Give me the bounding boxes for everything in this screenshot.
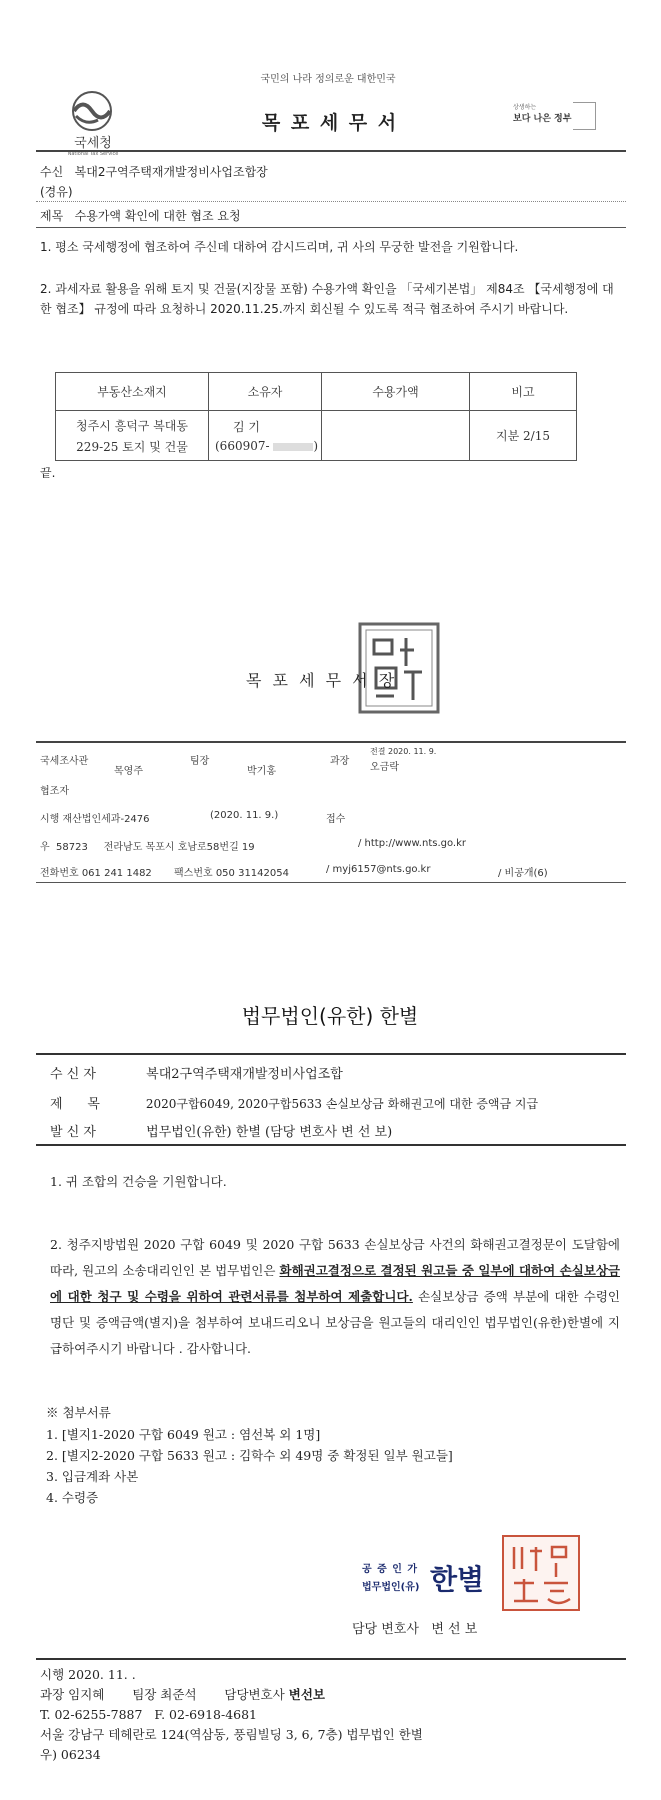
para2-rest: 손실보상금 증액 부분에 대한 수령인 명단 및 증액금액(별지)을 첨부하여 보내드리오니 보상금을 원고들의 대리인인 법무법인(유한)한별에 지급하여주시기 바랍니다 . 감사합니다. [50, 1289, 620, 1356]
agency-logo-sub: National Tax Service [67, 151, 119, 157]
location-line1: 청주시 흥덕구 복대동 [76, 418, 188, 433]
right-logo-text: 보다 나은 정부 [513, 114, 572, 124]
owner-line1: 김 기 [233, 420, 260, 434]
fax: 팩스번호 050 31142054 [174, 868, 289, 879]
list-item: 3. 입금계좌 사본 [46, 1469, 139, 1484]
logo-big: 한별 [430, 1563, 485, 1596]
table-header-note: 비고 [470, 373, 577, 411]
list-item: 2. [별지2-2020 구합 5633 원고 : 김학수 외 49명 중 확정된 일부 원고들] [46, 1448, 453, 1463]
para2-intro: 2. 청주지방법원 2020 구합 6049 및 2020 구합 5633 손실보상금 사건의 화해권고결정문이 도달함에 따라, 원고의 소송대리인인 본 법무법인은 [50, 1237, 620, 1278]
property-table [55, 372, 577, 461]
table-header-location: 부동산소재지 [56, 373, 209, 411]
doc1-signatory: 목 포 세 무 서 장 [246, 671, 398, 690]
doc2-title: 법무법인(유한) 한별 [241, 1004, 419, 1028]
doc2-footer [40, 1665, 630, 1765]
doc2-contact-row [40, 1705, 630, 1725]
doc2-sender-label: 발 신 자 [50, 1125, 96, 1140]
cell-owner [209, 411, 322, 461]
approval-date: 전결 2020. 11. 9. [370, 747, 437, 756]
location-line2: 229-25 토지 및 건물 [76, 439, 188, 454]
website: / http://www.nts.go.kr [358, 838, 466, 849]
right-logo-bracket-icon [573, 102, 596, 130]
owner-id-redaction [273, 443, 313, 451]
doc2-sender-value: 법무법인(유한) 한별 (담당 변호사 변 선 보) [146, 1125, 393, 1140]
attachments-list [46, 1424, 453, 1508]
owner-id-prefix: (660907- [215, 439, 270, 453]
red-seal-icon [500, 1533, 582, 1613]
cell-location [56, 411, 209, 461]
chief-name: 오금락 [370, 762, 399, 773]
cell-value [322, 411, 470, 461]
doc2-recipient-row [50, 1063, 343, 1082]
list-item: 1. [별지1-2020 구합 6049 원고 : 염선복 외 1명] [46, 1427, 321, 1442]
subject-label: 제목 [40, 209, 64, 223]
table-header-value: 수용가액 [322, 373, 470, 411]
doc2-signer: 담당 변호사 변 선 보 [352, 1622, 478, 1637]
table-header-owner: 소유자 [209, 373, 322, 411]
staff-team-lead: 팀장 최준석 [132, 1687, 197, 1702]
phone: 전화번호 061 241 1482 [40, 868, 152, 879]
doc1-via: (경유) [40, 185, 73, 199]
chief-label: 과장 [330, 756, 350, 767]
staff-manager: 과장 임지혜 [40, 1687, 105, 1702]
doc2-para1: 1. 귀 조합의 건승을 기원합니다. [50, 1174, 227, 1189]
subject-value: 수용가액 확인에 대한 협조 요청 [74, 209, 241, 223]
agency-logo [58, 90, 128, 157]
doc1-para2: 2. 과세자료 활용을 위해 토지 및 건물(지장물 포함) 수용가액 확인을 「국세기본법」 제84조 【국세행정에 대한 협조】 규정에 따라 요청하니 2020.11.25.까지 회신될 수 있도록 적극 협조하여 주시기 바랍니다. [40, 282, 614, 316]
exec-date: (2020. 11. 9.) [210, 810, 279, 821]
receipt-label: 접수 [326, 814, 346, 825]
doc2-recipient-label: 수 신 자 [50, 1067, 96, 1082]
email: / myj6157@nts.go.kr [326, 864, 431, 875]
officer-label: 국세조사관 [40, 756, 89, 767]
doc1-subject-row [40, 207, 241, 224]
staff-lawyer-label: 담당변호사 [224, 1687, 285, 1702]
end-mark: 끝. [40, 466, 56, 480]
address: 우 58723 전라남도 목포시 호남로58번길 19 [40, 842, 255, 853]
staff-lawyer: 변선보 [288, 1687, 325, 1702]
right-logo-small: 상생하는 [513, 104, 537, 111]
cell-note: 지분 2/15 [470, 411, 577, 461]
doc2-zip: 우) 06234 [40, 1747, 101, 1762]
agency-emblem-icon [68, 90, 116, 132]
doc2-para2 [50, 1232, 620, 1362]
team-label: 팀장 [190, 756, 210, 767]
slogan: 국민의 나라 정의로운 대한민국 [260, 74, 396, 85]
law-firm-seal [500, 1533, 582, 1613]
doc2-sender-row [50, 1121, 392, 1140]
attachments-title: ※ 첨부서류 [46, 1405, 111, 1420]
doc1-title: 목 포 세 무 서 [261, 112, 399, 134]
doc2-subject-value: 2020구합6049, 2020구합5633 손실보상금 화해권고에 대한 증액금 지급 [145, 1097, 539, 1111]
doc2-subject-row [50, 1093, 538, 1112]
logo-small-bottom: 법무법인(유) [362, 1582, 420, 1593]
logo-small-top: 공 증 인 가 [362, 1564, 419, 1575]
doc1-footer [40, 748, 630, 878]
team-lead-name: 박기홍 [247, 766, 276, 777]
law-firm-logo [362, 1560, 522, 1610]
doc2-fax: F. 02-6918-4681 [154, 1707, 258, 1722]
para2-emphasis: 화해권고결정으로 결정된 원고들 중 일부에 대하여 손실보상금에 대한 청구 및 수령을 위하여 관련서류를 첨부하여 제출합니다. [50, 1263, 621, 1304]
agency-logo-text: 국세청 [74, 136, 112, 151]
list-item: 4. 수령증 [46, 1490, 99, 1505]
doc2-exec: 시행 2020. 11. . [40, 1667, 136, 1682]
doc1-recipient-row [40, 163, 268, 180]
owner-line2: (660907- ) [215, 439, 319, 453]
doc2-subject-label: 제 목 [50, 1097, 100, 1112]
exec-number: 시행 재산법인세과-2476 [40, 814, 150, 825]
doc1-para1: 1. 평소 국세행정에 협조하여 주신데 대하여 감시드리며, 귀 사의 무궁한 발전을 기원합니다. [40, 240, 519, 254]
cooperator-label: 협조자 [40, 786, 69, 797]
officer-name: 목영주 [114, 766, 143, 777]
privacy-status: / 비공개(6) [498, 868, 548, 879]
doc2-recipient-value: 복대2구역주택재개발정비사업조합 [146, 1067, 343, 1082]
recipient-label: 수신 [40, 165, 64, 179]
doc2-tel: T. 02-6255-7887 [40, 1707, 143, 1722]
recipient-value: 복대2구역주택재개발정비사업조합장 [74, 165, 268, 179]
table-row [56, 411, 577, 461]
doc2-staff-row [40, 1685, 630, 1705]
doc2-address: 서울 강남구 테헤란로 124(역삼동, 풍림빌딩 3, 6, 7층) 법무법인 한별 [40, 1727, 423, 1742]
right-logo [513, 102, 603, 134]
